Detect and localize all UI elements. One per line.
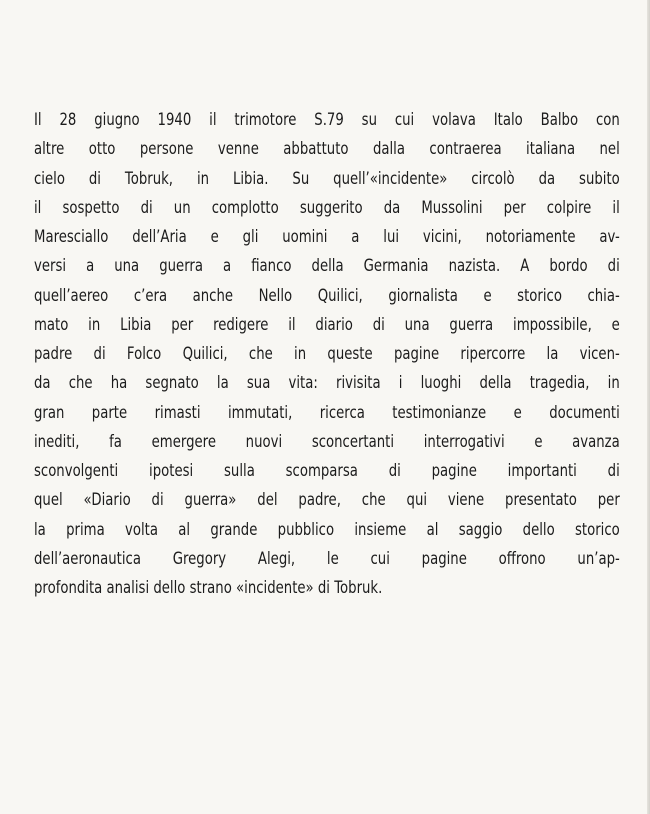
blurb-line: Maresciallo dell’Aria e gli uomini a lui vicini, notoriamente av- bbox=[34, 227, 620, 247]
blurb-line: Il 28 giugno 1940 il trimotore S.79 su cui volava Italo Balbo con bbox=[34, 110, 620, 130]
blurb-line: dell’aeronautica Gregory Alegi, le cui pagine offrono un’ap- bbox=[34, 548, 620, 569]
blurb-text bbox=[34, 106, 620, 603]
blurb-line: cielo di Tobruk, in Libia. Su quell’«incidente» circolò da subito bbox=[34, 168, 620, 189]
blurb-line: gran parte rimasti immutati, ricerca testimonianze e documenti bbox=[34, 402, 620, 423]
blurb-line: altre otto persone venne abbattuto dalla contraerea italiana nel bbox=[34, 139, 620, 160]
blurb-line: quell’aereo c’era anche Nello Quilici, giornalista e storico chia- bbox=[34, 285, 620, 306]
blurb-line: inediti, fa emergere nuovi sconcertanti interrogativi e avanza bbox=[34, 431, 620, 452]
blurb-line: versi a una guerra a fianco della Germania nazista. A bordo di bbox=[34, 256, 620, 277]
blurb-line: padre di Folco Quilici, che in queste pagine ripercorre la vicen- bbox=[34, 344, 620, 364]
blurb-line: il sospetto di un complotto suggerito da Mussolini per colpire il bbox=[34, 197, 620, 218]
blurb-line: sconvolgenti ipotesi sulla scomparsa di pagine importanti di bbox=[34, 461, 620, 481]
blurb-line: da che ha segnato la sua vita: rivisita i luoghi della tragedia, in bbox=[34, 373, 620, 394]
blurb-line-last: profondita analisi dello strano «incidente» di Tobruk. bbox=[34, 578, 383, 598]
blurb-line: la prima volta al grande pubblico insieme al saggio dello storico bbox=[34, 519, 620, 540]
blurb-line: mato in Libia per redigere il diario di una guerra impossibile, e bbox=[34, 314, 620, 335]
blurb-line: quel «Diario di guerra» del padre, che qui viene presentato per bbox=[34, 490, 620, 511]
